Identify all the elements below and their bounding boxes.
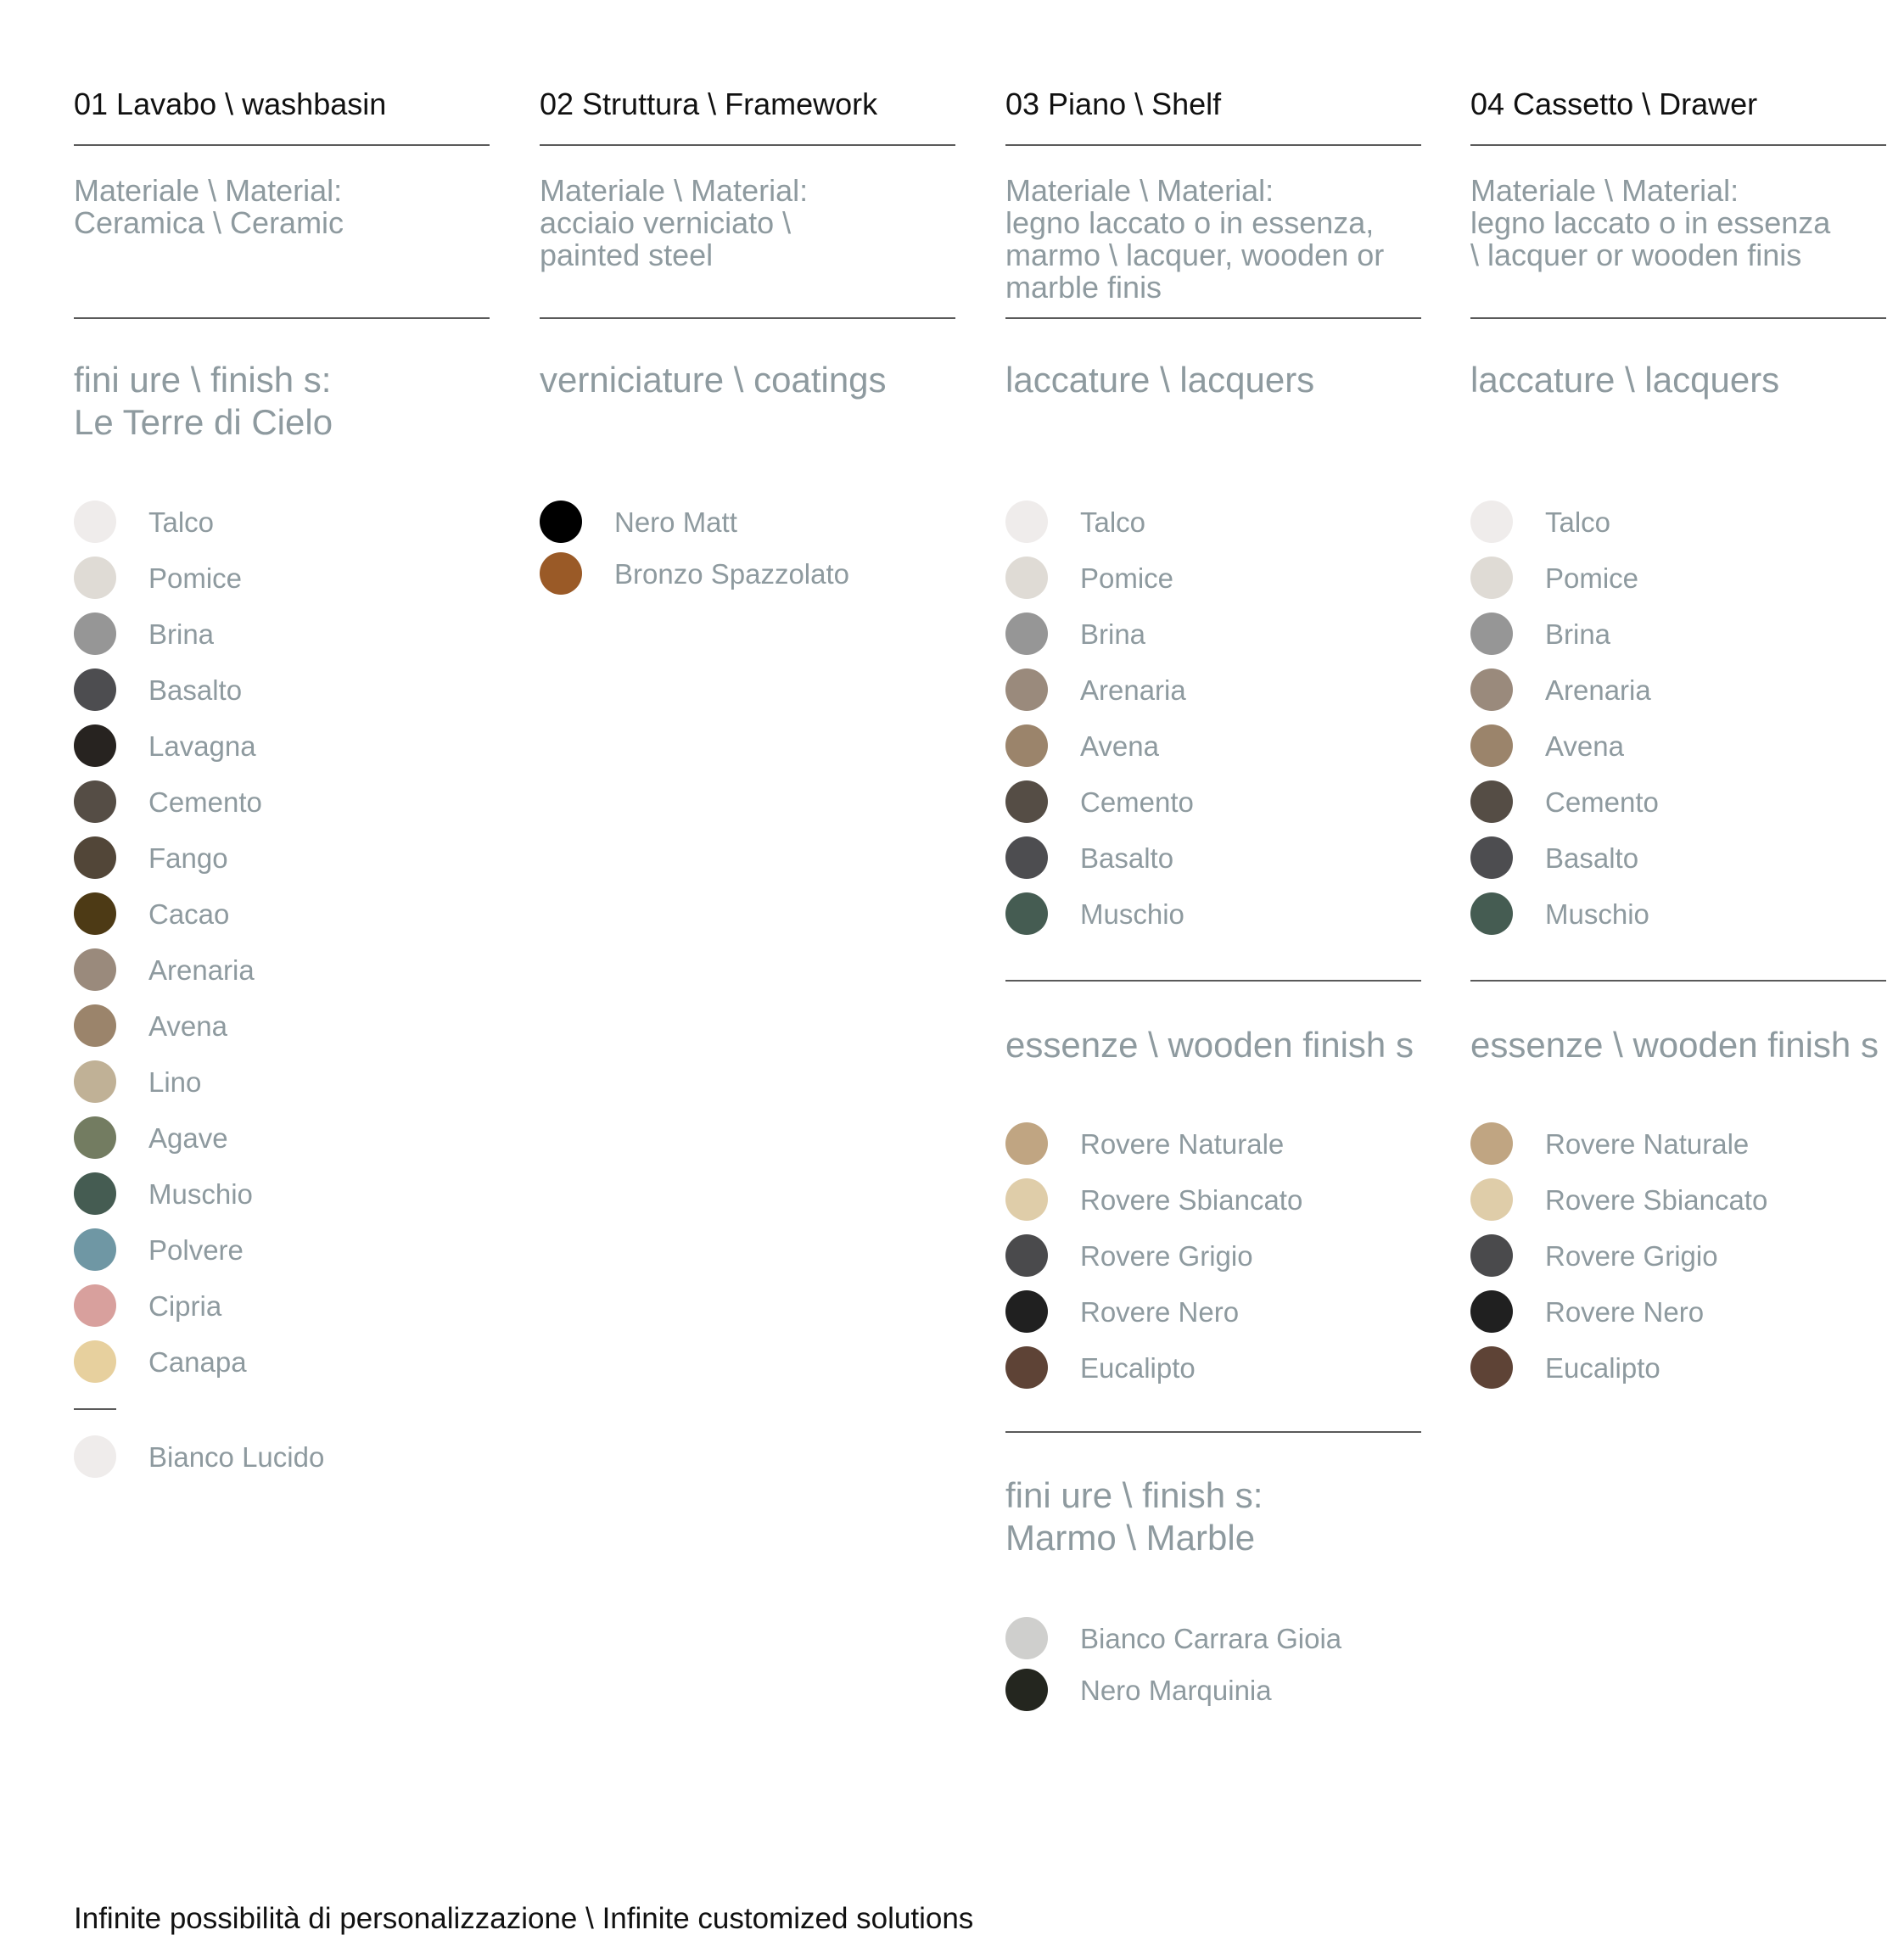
color-swatch [1005, 1346, 1048, 1389]
color-swatch [1005, 1234, 1048, 1277]
color-swatch [1470, 780, 1513, 823]
swatch-label: Muschio [1545, 898, 1649, 930]
swatch-label: Brina [148, 618, 215, 650]
color-swatch [74, 1435, 116, 1478]
divider [1005, 317, 1421, 319]
swatch-label: Lavagna [148, 730, 256, 762]
color-swatch [74, 1116, 116, 1159]
swatch-label: Bianco Carrara Gioia [1080, 1623, 1342, 1654]
swatch-label: Talco [148, 506, 215, 538]
swatch-label: Talco [1080, 506, 1146, 538]
swatch-label: Rovere Nero [1080, 1296, 1240, 1328]
swatch-label: Arenaria [148, 954, 255, 986]
swatch-label: Cemento [1080, 786, 1194, 818]
material-description: Materiale \ Material: legno laccato o in essenza \ lacquer or wooden finis [1470, 173, 1831, 272]
column-heading: 04 Cassetto \ Drawer [1470, 87, 1758, 121]
swatch-label: Rovere Sbiancato [1080, 1184, 1303, 1216]
color-swatch [74, 557, 116, 599]
divider [1470, 144, 1886, 146]
swatch-label: Pomice [148, 562, 243, 594]
color-swatch [74, 1060, 116, 1103]
color-swatch [540, 501, 582, 543]
swatch-label: Basalto [1080, 842, 1174, 874]
swatch-label: Cemento [1545, 786, 1659, 818]
divider [74, 317, 490, 319]
color-swatch [1470, 501, 1513, 543]
swatch-label: Canapa [148, 1346, 247, 1378]
swatch-label: Pomice [1080, 562, 1174, 594]
swatch-label: Rovere Naturale [1080, 1128, 1285, 1160]
color-swatch [1470, 724, 1513, 767]
color-swatch [1005, 1617, 1048, 1659]
section-title: fini ure \ finish s: Marmo \ Marble [1005, 1475, 1263, 1558]
color-swatch [1470, 1346, 1513, 1389]
color-swatch [1005, 724, 1048, 767]
swatch-label: Cemento [148, 786, 262, 818]
color-swatch [74, 1004, 116, 1047]
color-swatch [1005, 780, 1048, 823]
color-swatch [1005, 892, 1048, 935]
swatch-label: Polvere [148, 1234, 244, 1266]
divider [1005, 980, 1421, 982]
color-swatch [1470, 1122, 1513, 1165]
section-title: essenze \ wooden finish s [1470, 1025, 1879, 1065]
divider [540, 317, 955, 319]
swatch-label: Brina [1545, 618, 1611, 650]
color-swatch [1005, 668, 1048, 711]
color-swatch [540, 552, 582, 595]
swatch-label: Rovere Grigio [1545, 1240, 1718, 1272]
swatch-label: Nero Matt [614, 506, 737, 538]
divider [1470, 980, 1886, 982]
color-swatch [1005, 613, 1048, 655]
color-swatch [74, 501, 116, 543]
color-swatch [1005, 557, 1048, 599]
divider [1005, 1431, 1421, 1433]
swatch-label: Arenaria [1545, 674, 1651, 706]
divider [74, 1408, 116, 1410]
color-swatch [1470, 557, 1513, 599]
color-swatch [74, 1228, 116, 1271]
swatch-label: Rovere Sbiancato [1545, 1184, 1768, 1216]
section-title: laccature \ lacquers [1005, 360, 1315, 400]
swatch-label: Eucalipto [1545, 1352, 1660, 1384]
column-heading: 03 Piano \ Shelf [1005, 87, 1222, 121]
color-swatch [1005, 1669, 1048, 1711]
material-description: Materiale \ Material: legno laccato o in essenza, marmo \ lacquer, wooden or marble finis [1005, 173, 1385, 305]
section-title: verniciature \ coatings [540, 360, 887, 400]
swatch-label: Arenaria [1080, 674, 1186, 706]
color-swatch [74, 1340, 116, 1383]
color-swatch [74, 724, 116, 767]
swatch-label: Basalto [1545, 842, 1639, 874]
swatch-label: Talco [1545, 506, 1611, 538]
divider [540, 144, 955, 146]
color-swatch [1005, 1290, 1048, 1333]
footer-tagline: Infinite possibilità di personalizzazione \ Infinite customized solutions [74, 1902, 974, 1935]
swatch-label: Lino [148, 1066, 202, 1098]
swatch-label: Fango [148, 842, 228, 874]
swatch-label: Cipria [148, 1290, 222, 1322]
swatch-label: Avena [148, 1010, 227, 1042]
material-description: Materiale \ Material: acciaio verniciato \ painted steel [540, 173, 809, 272]
swatch-label: Rovere Grigio [1080, 1240, 1253, 1272]
section-title: fini ure \ finish s: Le Terre di Cielo [74, 360, 333, 442]
color-swatch [74, 948, 116, 991]
color-swatch [1005, 1122, 1048, 1165]
color-swatch [1470, 892, 1513, 935]
color-swatch [1005, 501, 1048, 543]
swatch-label: Bianco Lucido [148, 1441, 325, 1473]
swatch-label: Pomice [1545, 562, 1639, 594]
section-title: laccature \ lacquers [1470, 360, 1780, 400]
section-title: essenze \ wooden finish s [1005, 1025, 1414, 1065]
color-swatch [74, 613, 116, 655]
color-swatch [74, 892, 116, 935]
swatch-label: Basalto [148, 674, 243, 706]
swatch-label: Bronzo Spazzolato [614, 558, 850, 590]
swatch-label: Nero Marquinia [1080, 1675, 1272, 1706]
swatch-label: Muschio [148, 1178, 253, 1210]
color-swatch [1005, 836, 1048, 879]
swatch-label: Muschio [1080, 898, 1184, 930]
column-heading: 02 Struttura \ Framework [540, 87, 878, 121]
color-swatch [1470, 668, 1513, 711]
swatch-label: Avena [1080, 730, 1159, 762]
swatch-label: Rovere Nero [1545, 1296, 1705, 1328]
column-heading: 01 Lavabo \ washbasin [74, 87, 387, 121]
swatch-label: Cacao [148, 898, 230, 930]
color-swatch [1470, 1178, 1513, 1221]
color-swatch [1005, 1178, 1048, 1221]
material-description: Materiale \ Material: Ceramica \ Ceramic [74, 173, 344, 240]
color-swatch [74, 836, 116, 879]
color-swatch [74, 1284, 116, 1327]
color-swatch [1470, 1234, 1513, 1277]
color-swatch [74, 780, 116, 823]
color-swatch [1470, 836, 1513, 879]
color-swatch [1470, 613, 1513, 655]
divider [74, 144, 490, 146]
swatch-label: Rovere Naturale [1545, 1128, 1750, 1160]
divider [1470, 317, 1886, 319]
swatch-label: Avena [1545, 730, 1624, 762]
color-swatch [74, 1172, 116, 1215]
color-swatch [1470, 1290, 1513, 1333]
swatch-label: Brina [1080, 618, 1146, 650]
swatch-label: Eucalipto [1080, 1352, 1196, 1384]
color-swatch [74, 668, 116, 711]
divider [1005, 144, 1421, 146]
swatch-label: Agave [148, 1122, 228, 1154]
